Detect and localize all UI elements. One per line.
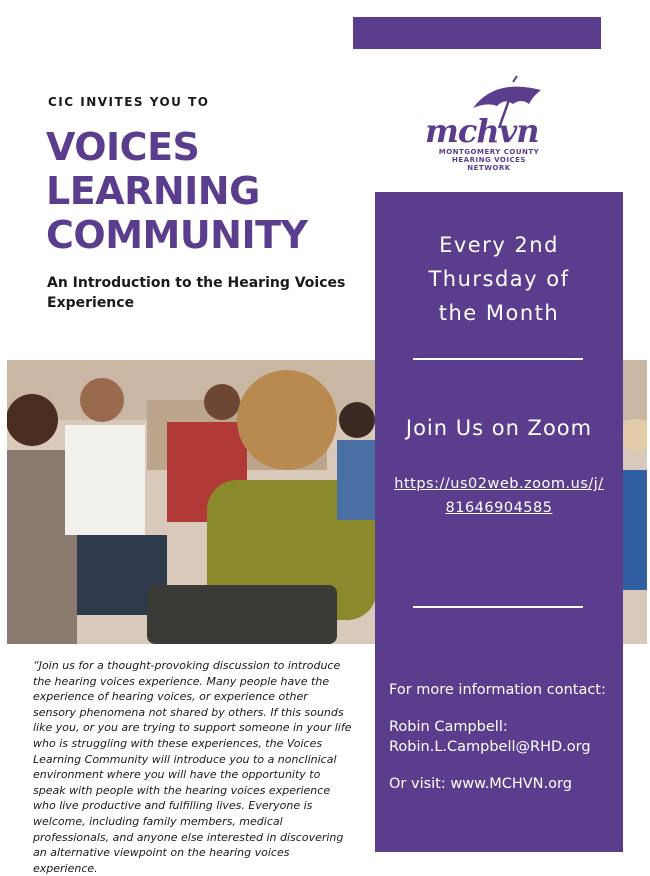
title-line: COMMUNITY [46,213,308,257]
schedule-line: the Month [438,301,560,325]
title-line: VOICES [46,125,200,169]
contact-email[interactable]: Robin.L.Campbell@RHD.org [389,739,591,755]
logo-line-1: MONTGOMERY COUNTY [438,148,540,156]
event-subtitle: An Introduction to the Hearing Voices Experience [47,275,346,311]
invite-kicker: CIC INVITES YOU TO [48,95,210,109]
title-line: LEARNING [46,169,260,213]
schedule-line: Thursday of [428,267,570,291]
divider [413,606,583,608]
zoom-link-line: https://us02web.zoom.us/j/ [394,476,604,492]
zoom-heading: Join Us on Zoom [405,416,593,440]
logo-wordmark: mchvn [425,112,539,150]
top-accent-bar [353,17,601,49]
event-description-quote: “Join us for a thought-provoking discussion to introduce the hearing voices experience. Many people have the experience of hearing voices, or experience other sensory phenomena not shared by others. If this sounds like you, or you are trying to support someone in your life who is struggling with these experiences, the Voices Learning Community will introduce you to a nonclinical environment where you will have the opportunity to speak with people with the hearing voices experience who live productive and fulfilling lives. Everyone is welcome, including family members, medical professionals, and anyone else interested in discovering an alternative viewpoint on the hearing voices experience. [33,659,352,875]
event-title [46,125,366,257]
zoom-link-line: 81646904585 [445,500,553,516]
mchvn-logo [425,70,555,172]
event-info-panel [375,192,623,852]
website-text[interactable]: Or visit: www.MCHVN.org [389,776,572,792]
schedule-text [375,228,623,330]
logo-line-2: HEARING VOICES NETWORK [452,156,526,172]
divider [413,358,583,360]
contact-name: Robin Campbell: [389,719,508,735]
contact-heading: For more information contact: [389,682,606,698]
schedule-line: Every 2nd [439,233,559,257]
zoom-link[interactable] [375,472,623,520]
